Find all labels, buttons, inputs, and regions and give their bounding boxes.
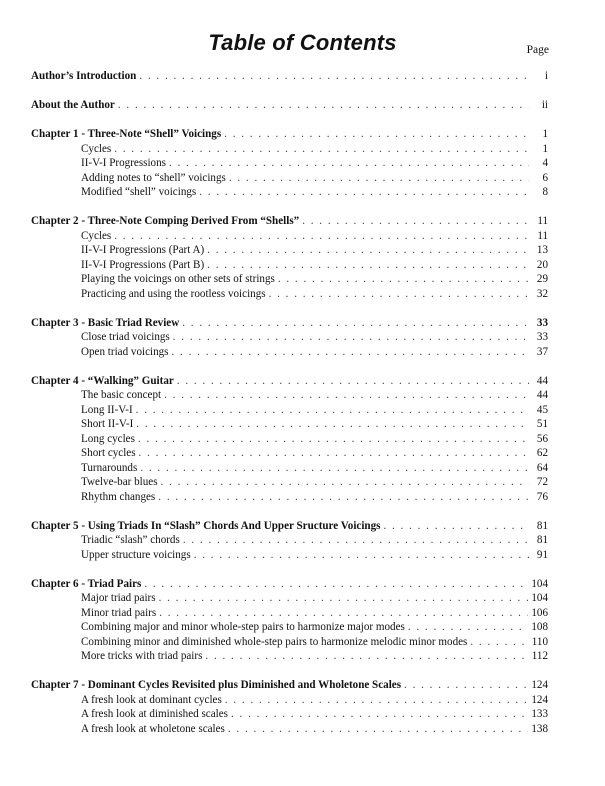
toc-entry-title: Close triad voicings	[81, 331, 170, 343]
toc-entry-title: Long cycles	[81, 432, 135, 445]
toc-section	[31, 316, 548, 360]
toc-entry-row[interactable]	[31, 388, 548, 403]
toc-entry-page: 1	[542, 142, 548, 155]
toc-entry-row[interactable]	[31, 591, 548, 606]
toc-heading-row[interactable]	[31, 678, 548, 693]
section-spacer	[31, 113, 548, 128]
toc-entry-title: Cycles	[81, 229, 112, 242]
toc-entry-title: Combining minor and diminished whole-step pairs to harmonize melodic minor modes	[81, 635, 468, 648]
section-spacer	[31, 200, 548, 215]
section-spacer	[31, 359, 548, 374]
toc-entry-title: Short cycles	[81, 447, 136, 459]
table-of-contents	[31, 69, 548, 751]
toc-entry-page: 133	[531, 708, 548, 720]
toc-entry-title: Modified “shell” voicings	[81, 186, 197, 198]
toc-entry-title: The basic concept	[81, 389, 162, 401]
toc-heading-page: 124	[531, 679, 548, 691]
toc-entry-row[interactable]	[31, 258, 548, 273]
toc-entry-title: Adding notes to “shell” voicings	[81, 171, 226, 184]
toc-entry-title: Playing the voicings on other sets of strings	[81, 273, 275, 285]
toc-entry-page: 76	[536, 490, 548, 503]
toc-entry-row[interactable]	[31, 446, 548, 461]
toc-section	[31, 374, 548, 505]
toc-heading-row[interactable]	[31, 127, 548, 142]
toc-entry-row[interactable]	[31, 693, 548, 708]
leader-dots	[228, 722, 528, 737]
section-spacer	[31, 664, 548, 679]
toc-entry-page: 124	[531, 693, 548, 706]
toc-entry-title: A fresh look at wholetone scales	[81, 722, 225, 735]
toc-entry-title: II-V-I Progressions (Part A)	[81, 244, 205, 256]
toc-entry-page: 138	[531, 722, 548, 735]
toc-entry-row[interactable]	[31, 649, 548, 664]
toc-entry-title: Upper structure voicings	[81, 548, 191, 561]
toc-heading-title: Author’s Introduction	[31, 70, 137, 82]
leader-dots	[136, 403, 529, 418]
section-spacer	[31, 504, 548, 519]
toc-heading-row[interactable]	[31, 98, 548, 113]
leader-dots	[172, 345, 530, 360]
toc-entry-row[interactable]	[31, 243, 548, 258]
toc-entry-page: 108	[531, 621, 548, 633]
toc-heading-page: ii	[541, 99, 548, 111]
toc-entry-page: 4	[542, 157, 548, 169]
leader-dots	[183, 533, 529, 548]
toc-entry-row[interactable]	[31, 142, 548, 157]
toc-entry-page: 106	[531, 606, 548, 619]
leader-dots	[169, 156, 529, 171]
toc-entry-page: 104	[531, 592, 548, 604]
toc-entry-row[interactable]	[31, 330, 548, 345]
toc-entry-row[interactable]	[31, 287, 548, 302]
page-column-label: Page	[526, 44, 549, 56]
toc-entry-row[interactable]	[31, 606, 548, 621]
toc-entry-title: Practicing and using the rootless voicings	[81, 287, 266, 300]
toc-entry-page: 91	[536, 548, 548, 561]
toc-entry-row[interactable]	[31, 171, 548, 186]
leader-dots	[229, 171, 529, 186]
toc-section	[31, 69, 548, 84]
toc-heading-title: Chapter 6 - Triad Pairs	[31, 577, 142, 590]
toc-entry-title: II-V-I Progressions	[81, 157, 166, 169]
leader-dots	[199, 185, 529, 200]
toc-section	[31, 214, 548, 301]
toc-entry-title: Twelve-bar blues	[81, 476, 158, 488]
toc-entry-page: 8	[542, 186, 548, 198]
toc-entry-row[interactable]	[31, 635, 548, 650]
leader-dots	[182, 316, 529, 331]
leader-dots	[225, 693, 529, 708]
toc-entry-row[interactable]	[31, 345, 548, 360]
toc-entry-title: Major triad pairs	[81, 592, 156, 604]
toc-entry-row[interactable]	[31, 533, 548, 548]
toc-heading-row[interactable]	[31, 577, 548, 592]
toc-entry-title: Turnarounds	[81, 461, 138, 474]
toc-entry-row[interactable]	[31, 417, 548, 432]
toc-entry-page: 110	[531, 635, 548, 648]
leader-dots	[159, 606, 528, 621]
leader-dots	[114, 142, 529, 157]
toc-section	[31, 98, 548, 113]
leader-dots	[207, 243, 529, 258]
toc-entry-row[interactable]	[31, 461, 548, 476]
toc-entry-title: Combining major and minor whole-step pairs to harmonize major modes	[81, 621, 405, 633]
leader-dots	[144, 577, 528, 592]
toc-entry-page: 6	[542, 171, 548, 184]
toc-entry-page: 72	[536, 476, 548, 488]
toc-heading-page: 1	[542, 128, 548, 140]
toc-entry-page: 20	[536, 258, 548, 271]
leader-dots	[404, 678, 528, 693]
toc-entry-page: 64	[536, 461, 548, 474]
toc-section	[31, 127, 548, 200]
toc-heading-title: Chapter 7 - Dominant Cycles Revisited plus Diminished and Wholetone Scales	[31, 679, 402, 691]
toc-heading-title: About the Author	[31, 99, 115, 111]
section-spacer	[31, 562, 548, 577]
toc-section	[31, 577, 548, 664]
leader-dots	[383, 519, 529, 534]
toc-heading-title: Chapter 1 - Three-Note “Shell” Voicings	[31, 128, 222, 140]
toc-entry-title: II-V-I Progressions (Part B)	[81, 258, 205, 271]
toc-entry-row[interactable]	[31, 403, 548, 418]
toc-heading-page: 33	[536, 316, 548, 329]
toc-entry-title: More tricks with triad pairs	[81, 650, 203, 662]
toc-heading-title: Chapter 3 - Basic Triad Review	[31, 316, 180, 329]
leader-dots	[118, 98, 529, 113]
toc-entry-row[interactable]	[31, 229, 548, 244]
toc-entry-row[interactable]	[31, 722, 548, 737]
leader-dots	[139, 446, 529, 461]
toc-heading-title: Chapter 4 - “Walking” Guitar	[31, 374, 174, 387]
toc-entry-page: 56	[536, 432, 548, 445]
leader-dots	[164, 388, 529, 403]
toc-heading-row[interactable]	[31, 316, 548, 331]
toc-heading-row[interactable]	[31, 374, 548, 389]
toc-entry-page: 62	[536, 447, 548, 459]
leader-dots	[139, 69, 529, 84]
leader-dots	[224, 127, 529, 142]
toc-heading-page: 104	[531, 577, 548, 590]
toc-entry-title: A fresh look at diminished scales	[81, 708, 228, 720]
leader-dots	[114, 229, 529, 244]
section-spacer	[31, 301, 548, 316]
toc-entry-page: 32	[536, 287, 548, 300]
leader-dots	[140, 461, 529, 476]
toc-entry-row[interactable]	[31, 707, 548, 722]
toc-entry-page: 45	[536, 403, 548, 416]
section-spacer	[31, 736, 548, 751]
leader-dots	[136, 417, 529, 432]
toc-entry-title: Cycles	[81, 142, 112, 155]
toc-entry-page: 13	[536, 244, 548, 256]
toc-entry-page: 81	[536, 534, 548, 546]
toc-heading-page: 11	[537, 215, 548, 227]
toc-entry-title: Open triad voicings	[81, 345, 169, 358]
toc-heading-row[interactable]	[31, 519, 548, 534]
toc-entry-page: 112	[531, 650, 548, 662]
toc-heading-row[interactable]	[31, 214, 548, 229]
section-spacer	[31, 84, 548, 99]
leader-dots	[302, 214, 529, 229]
leader-dots	[194, 548, 529, 563]
leader-dots	[269, 287, 529, 302]
toc-entry-page: 33	[536, 331, 548, 343]
toc-entry-row[interactable]	[31, 490, 548, 505]
leader-dots	[177, 374, 529, 389]
toc-heading-page: 81	[536, 519, 548, 532]
toc-entry-title: Long II-V-I	[81, 403, 133, 416]
leader-dots	[207, 258, 529, 273]
leader-dots	[138, 432, 529, 447]
toc-entry-page: 37	[536, 345, 548, 358]
leader-dots	[278, 272, 529, 287]
leader-dots	[205, 649, 528, 664]
toc-entry-row[interactable]	[31, 185, 548, 200]
toc-entry-title: Minor triad pairs	[81, 606, 157, 619]
toc-entry-row[interactable]	[31, 156, 548, 171]
leader-dots	[159, 591, 529, 606]
toc-heading-row[interactable]	[31, 69, 548, 84]
toc-entry-title: Triadic “slash” chords	[81, 534, 180, 546]
leader-dots	[231, 707, 528, 722]
toc-entry-page: 29	[536, 273, 548, 285]
toc-entry-row[interactable]	[31, 620, 548, 635]
page-title: Table of Contents	[208, 30, 397, 55]
toc-heading-title: Chapter 2 - Three-Note Comping Derived From “Shells”	[31, 215, 300, 227]
toc-entry-title: Short II-V-I	[81, 418, 134, 430]
toc-entry-row[interactable]	[31, 475, 548, 490]
leader-dots	[161, 475, 529, 490]
toc-section	[31, 519, 548, 563]
toc-entry-row[interactable]	[31, 272, 548, 287]
leader-dots	[408, 620, 529, 635]
toc-heading-page: 44	[536, 374, 548, 387]
toc-section	[31, 678, 548, 736]
leader-dots	[158, 490, 529, 505]
leader-dots	[470, 635, 528, 650]
toc-entry-title: A fresh look at dominant cycles	[81, 693, 222, 706]
toc-entry-row[interactable]	[31, 432, 548, 447]
toc-heading-title: Chapter 5 - Using Triads In “Slash” Chords And Upper Sructure Voicings	[31, 519, 381, 532]
toc-entry-page: 44	[536, 389, 548, 401]
toc-entry-page: 11	[537, 229, 548, 242]
toc-heading-page: i	[544, 70, 548, 82]
leader-dots	[173, 330, 529, 345]
toc-entry-page: 51	[536, 418, 548, 430]
toc-entry-title: Rhythm changes	[81, 490, 156, 503]
toc-entry-row[interactable]	[31, 548, 548, 563]
